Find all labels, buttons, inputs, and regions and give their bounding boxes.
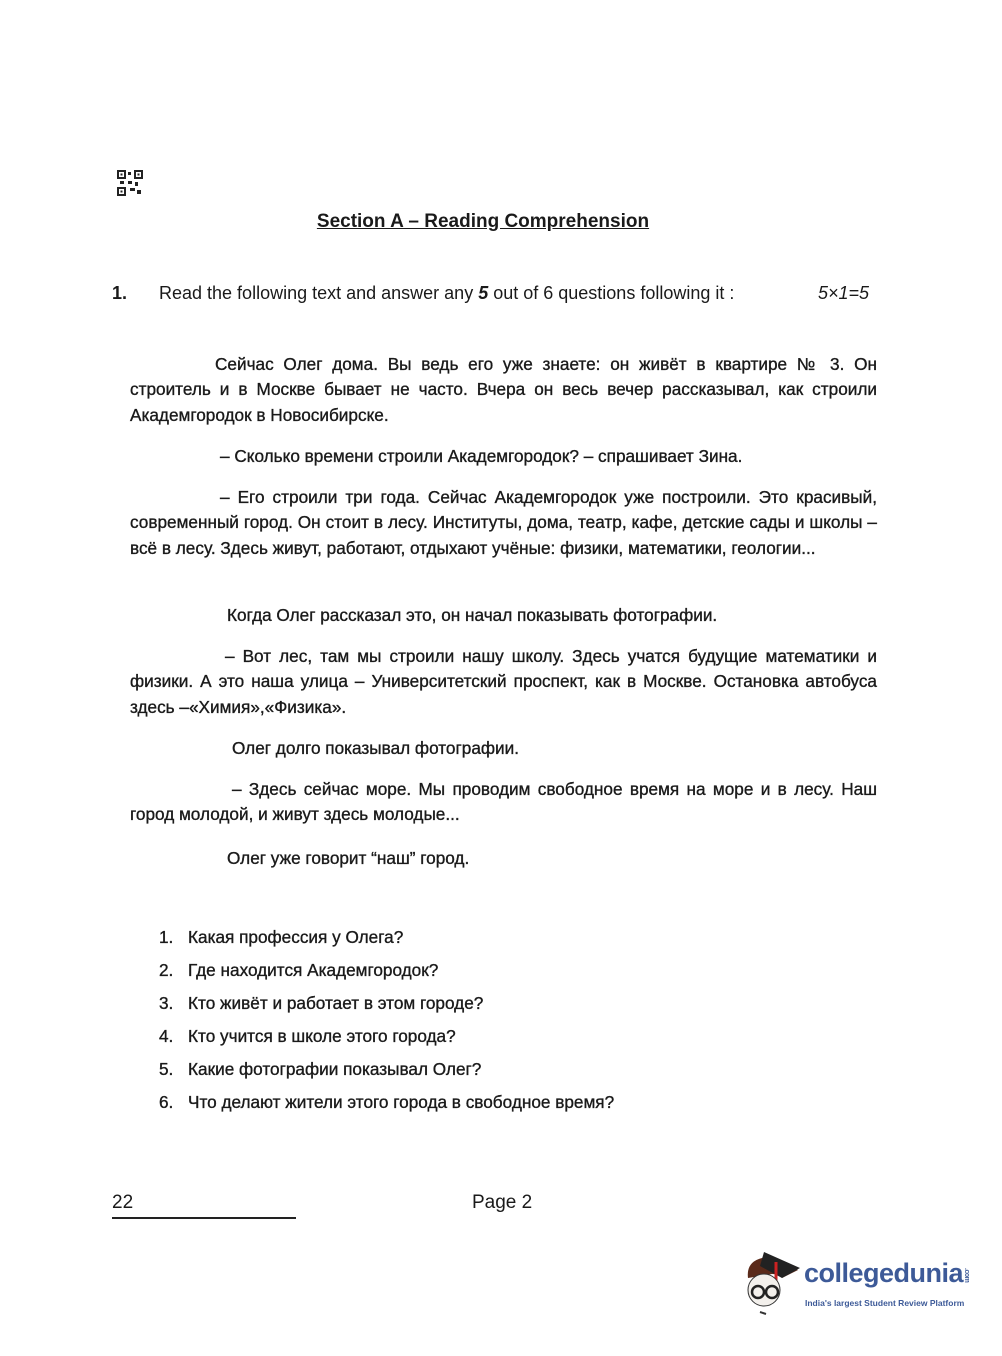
- question-item: [159, 1059, 481, 1080]
- passage-paragraph: – Здесь сейчас море. Мы проводим свободное время на море и в лесу. Наш город молодой, и живут здесь молодые...: [130, 779, 877, 825]
- instruction-text: Read the following text and answer any: [159, 283, 479, 303]
- question-instruction: [159, 283, 734, 304]
- question-item-number: 4.: [159, 1026, 174, 1046]
- question-item-text: Где находится Академгородок?: [188, 960, 439, 980]
- passage-paragraph: Олег долго показывал фотографии.: [232, 738, 519, 758]
- instruction-text: out of 6 questions following it :: [488, 283, 735, 303]
- question-item-text: Кто учится в школе этого города?: [188, 1026, 456, 1046]
- question-item-text: Кто живёт и работает в этом городе?: [188, 993, 484, 1013]
- section-title: Section A – Reading Comprehension: [316, 211, 650, 232]
- passage-paragraph: – Вот лес, там мы строили нашу школу. Здесь учатся будущие математики и физики. А это наша улица – Университетский проспект, как в Москве. Остановка автобуса здесь –«Химия»,«Физика».: [130, 646, 877, 717]
- question-item: [159, 993, 483, 1014]
- question-item: [159, 1026, 456, 1047]
- question-number: 1.: [112, 283, 128, 303]
- question-item: [159, 927, 403, 948]
- question-item-number: 6.: [159, 1092, 174, 1112]
- footer-code: 22: [112, 1192, 134, 1213]
- question-item-number: 1.: [159, 927, 174, 947]
- collegedunia-logo: [742, 1248, 982, 1318]
- footer-rule: [112, 1217, 296, 1219]
- passage-paragraph: Олег уже говорит “наш” город.: [227, 848, 470, 868]
- page-number: Page 2: [472, 1192, 533, 1213]
- logo-tagline: India's largest Student Review Platform: [805, 1298, 965, 1308]
- mascot-icon: [742, 1248, 802, 1316]
- qr-code-icon: [117, 170, 143, 196]
- question-marks: 5×1=5: [818, 283, 870, 303]
- logo-wordmark: [804, 1258, 970, 1289]
- passage-paragraph: – Сколько времени строили Академгородок? – спрашивает Зина.: [220, 446, 743, 466]
- question-item-number: 2.: [159, 960, 174, 980]
- question-item-text: Какие фотографии показывал Олег?: [188, 1059, 482, 1079]
- question-item-number: 3.: [159, 993, 174, 1013]
- passage-paragraph: Когда Олег рассказал это, он начал показывать фотографии.: [227, 605, 718, 625]
- question-item-text: Что делают жители этого города в свободное время?: [188, 1092, 615, 1112]
- logo-name: collegedunia: [804, 1258, 964, 1288]
- passage-paragraph: – Его строили три года. Сейчас Академгородок уже построили. Это красивый, современный город. Он стоит в лесу. Институты, дома, театр, кафе, детские сады и школы – всё в лесу. Здесь живут, работают, отдыхают учёные: физики, математики, геологии...: [130, 487, 877, 558]
- passage-paragraph: Сейчас Олег дома. Вы ведь его уже знаете: он живёт в квартире № 3. Он строитель и в Москве бывает не часто. Вчера он весь вечер рассказывал, как строили Академгородок в Новосибирске.: [130, 354, 877, 425]
- question-item-text: Какая профессия у Олега?: [188, 927, 404, 947]
- question-item-number: 5.: [159, 1059, 174, 1079]
- question-item: [159, 1092, 614, 1113]
- logo-suffix: .com: [963, 1267, 971, 1282]
- instruction-count: 5: [478, 283, 489, 303]
- question-item: [159, 960, 438, 981]
